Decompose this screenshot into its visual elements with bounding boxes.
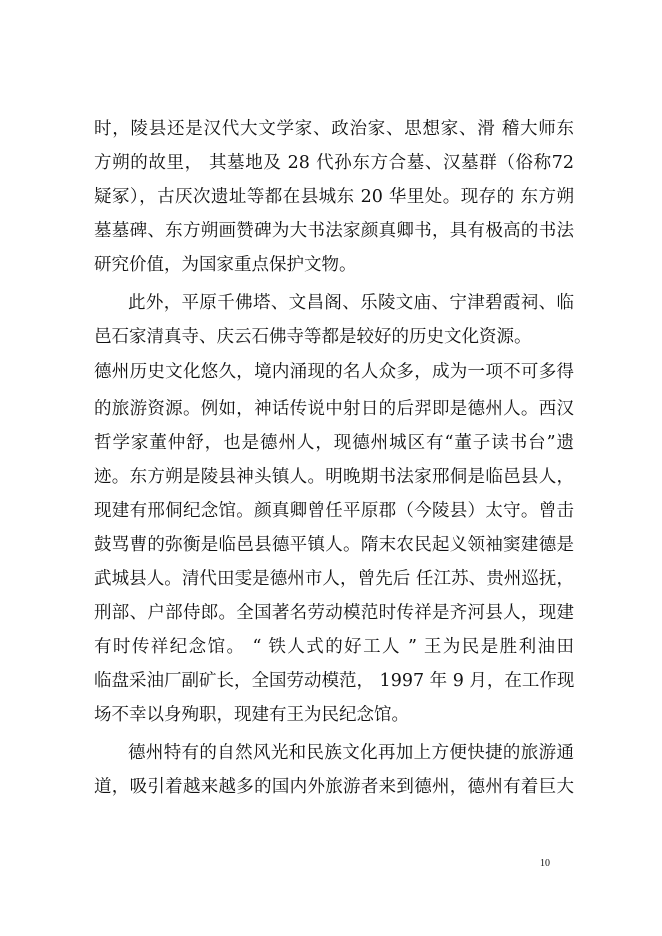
text-line-19: 德州特有的自然风光和民族文化再加上方便快捷的旅游通 (128, 743, 574, 763)
page-number: 10 (540, 858, 550, 869)
text-line-14: 武城县人。清代田雯是德州市人，曾先后 任江苏、贵州巡抚， (94, 569, 574, 589)
text-line-17: 临盘采油厂副矿长，全国劳动模范， 1997 年 9 月，在工作现 (94, 671, 575, 691)
text-line-11: 迹。东方朔是陵县神头镇人。明晚期书法家邢侗是临邑县人， (94, 467, 574, 487)
text-line-18: 场不幸以身殉职，现建有王为民纪念馆。 (94, 705, 409, 725)
text-line-9: 的旅游资源。例如，神话传说中射日的后羿即是德州人。西汉 (94, 399, 574, 419)
text-line-3: 疑冢），古厌次遗址等都在县城东 20 华里处。现存的 东方朔 (94, 187, 574, 207)
text-line-15: 刑部、户部侍郎。全国著名劳动模范时传祥是齐河县人，现建 (94, 603, 574, 623)
text-line-6: 此外，平原千佛塔、文昌阁、乐陵文庙、宁津碧霞祠、临 (128, 293, 574, 313)
text-line-16: 有时传祥纪念馆。 “ 铁人式的好工人 ” 王为民是胜利油田 (94, 637, 574, 657)
text-line-10: 哲学家董仲舒，也是德州人，现德州城区有“董子读书台”遗 (94, 433, 574, 453)
text-line-13: 鼓骂曹的弥衡是临邑县德平镇人。隋末农民起义领袖窦建德是 (94, 535, 574, 555)
text-line-2: 方朔的故里， 其墓地及 28 代孙东方合墓、汉墓群（俗称72 (94, 153, 574, 173)
text-line-20: 道，吸引着越来越多的国内外旅游者来到德州，德州有着巨大 (94, 777, 574, 797)
text-line-8: 德州历史文化悠久，境内涌现的名人众多，成为一项不可多得 (94, 362, 574, 382)
text-line-4: 墓墓碑、东方朔画赞碑为大书法家颜真卿书，具有极高的书法 (94, 221, 574, 241)
text-line-12: 现建有邢侗纪念馆。颜真卿曾任平原郡（今陵县）太守。曾击 (94, 501, 574, 521)
text-line-1: 时，陵县还是汉代大文学家、政治家、思想家、滑 稽大师东 (94, 119, 574, 139)
text-line-7: 邑石家清真寺、庆云石佛寺等都是较好的历史文化资源。 (94, 327, 532, 347)
text-line-5: 研究价值，为国家重点保护文物。 (94, 255, 357, 275)
